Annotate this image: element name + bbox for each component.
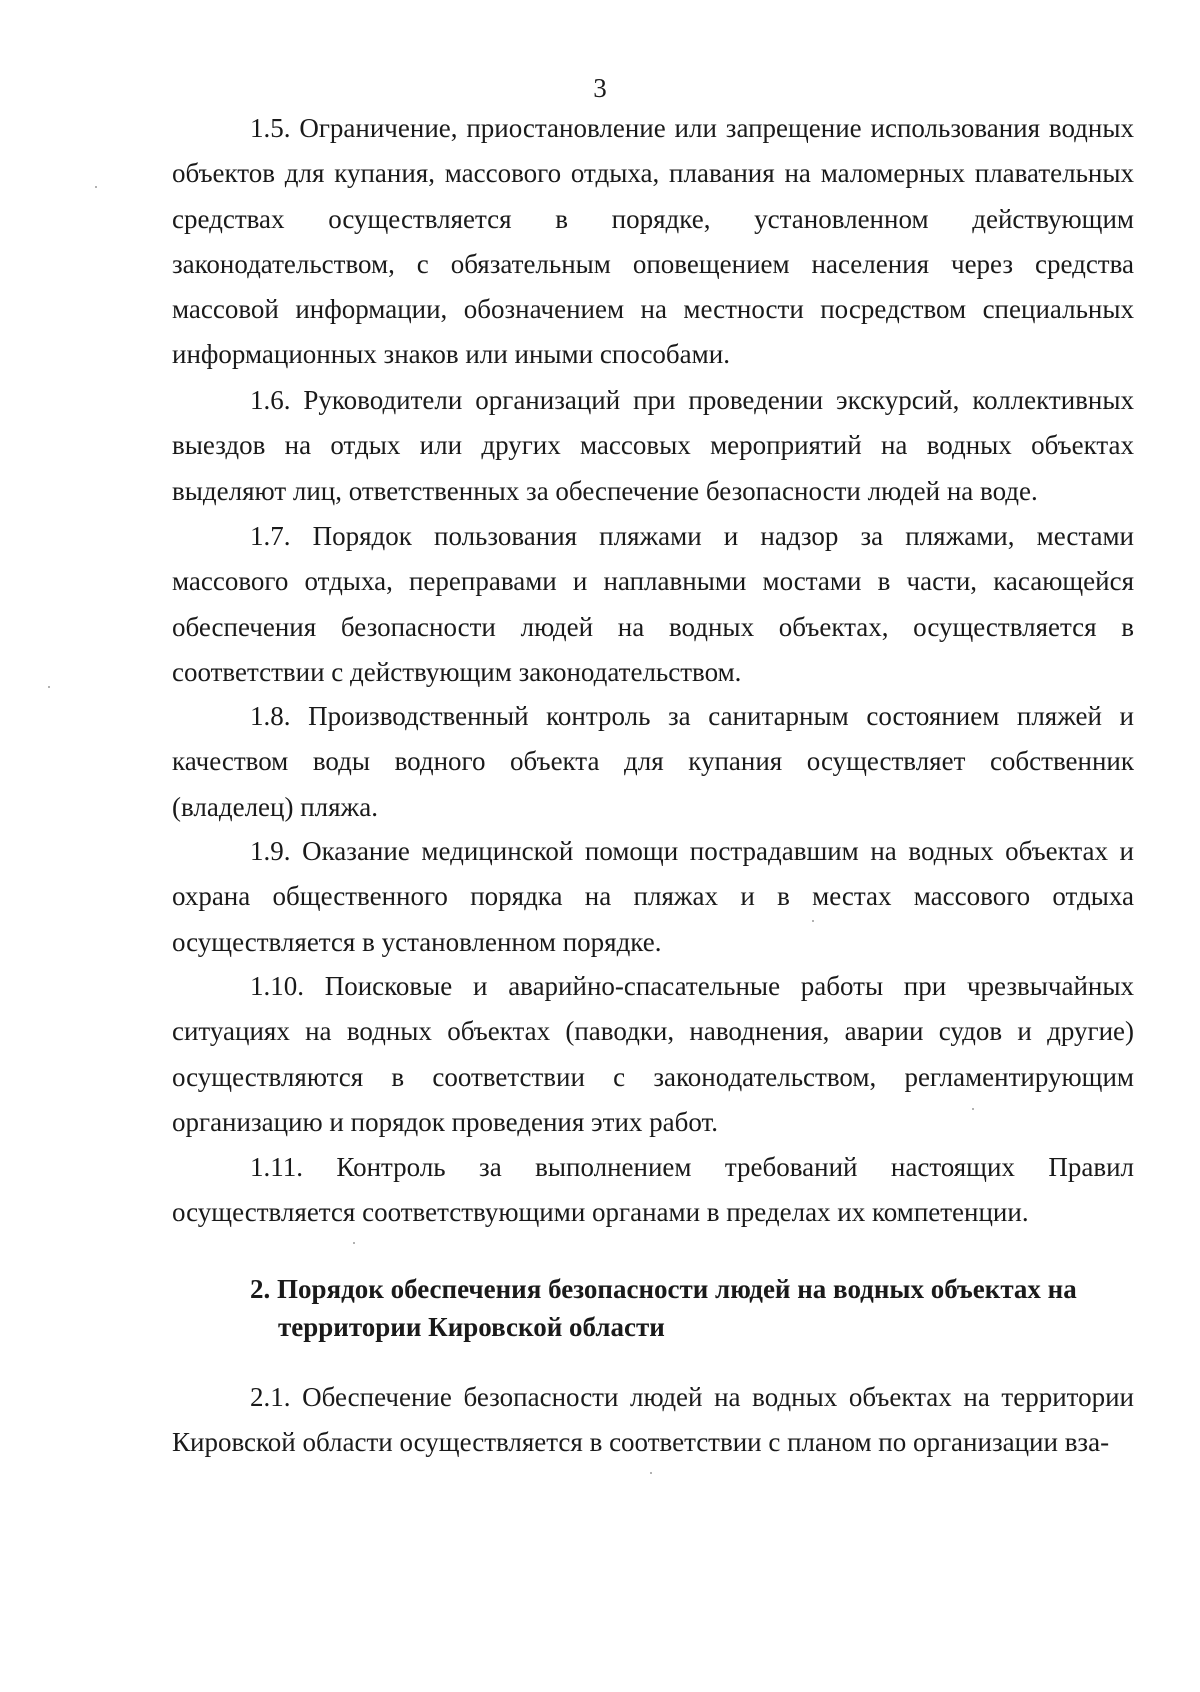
scan-speck [95, 186, 97, 188]
paragraph-1-9: 1.9. Оказание медицинской помощи пострадавшим на водных объектах и охрана общественного порядка на пляжах и в местах массового отдыха осуществляется в установленном порядке. [172, 836, 1134, 957]
section-heading: 2. Порядок обеспечения безопасности людей на водных объектах на территории Кировской области [250, 1274, 1077, 1342]
scan-speck [812, 920, 814, 922]
page-number: 3 [593, 73, 607, 103]
paragraph-1-8: 1.8. Производственный контроль за санитарным состоянием пляжей и качеством воды водного объекта для купания осуществляет собственник (владелец) пляжа. [172, 701, 1134, 822]
paragraph-1-10: 1.10. Поисковые и аварийно-спасательные работы при чрезвычайных ситуациях на водных объектах (паводки, наводнения, аварии судов и другие) осуществляются в соответствии с законодательством, регламентирующим организацию и порядок проведения этих работ. [172, 971, 1134, 1137]
scan-speck [48, 686, 50, 688]
paragraph-1-11: 1.11. Контроль за выполнением требований настоящих Правил осуществляется соответствующими органами в пределах их компетенции. [172, 1152, 1134, 1228]
scan-speck [353, 1242, 355, 1244]
paragraph-2-1: 2.1. Обеспечение безопасности людей на водных объектах на территории Кировской области осуществляется в соответствии с планом по организации вза- [172, 1382, 1134, 1458]
scan-speck [972, 1108, 974, 1110]
scan-speck [650, 1472, 652, 1474]
paragraph-1-5: 1.5. Ограничение, приостановление или запрещение использования водных объектов для купания, массового отдыха, плавания на маломерных плавательных средствах осуществляется в порядке, установленном действующим законодательством, с обязательным оповещением населения через средства массовой информации, обозначением на местности посредством специальных информационных знаков или иными способами. [172, 113, 1134, 370]
paragraph-1-7: 1.7. Порядок пользования пляжами и надзор за пляжами, местами массового отдыха, переправами и наплавными мостами в части, касающейся обеспечения безопасности людей на водных объектах, осуществляется в соответствии с действующим законодательством. [172, 521, 1134, 687]
paragraph-1-6: 1.6. Руководители организаций при проведении экскурсий, коллективных выездов на отдых или других массовых мероприятий на водных объектах выделяют лиц, ответственных за обеспечение безопасности людей на воде. [172, 385, 1134, 506]
